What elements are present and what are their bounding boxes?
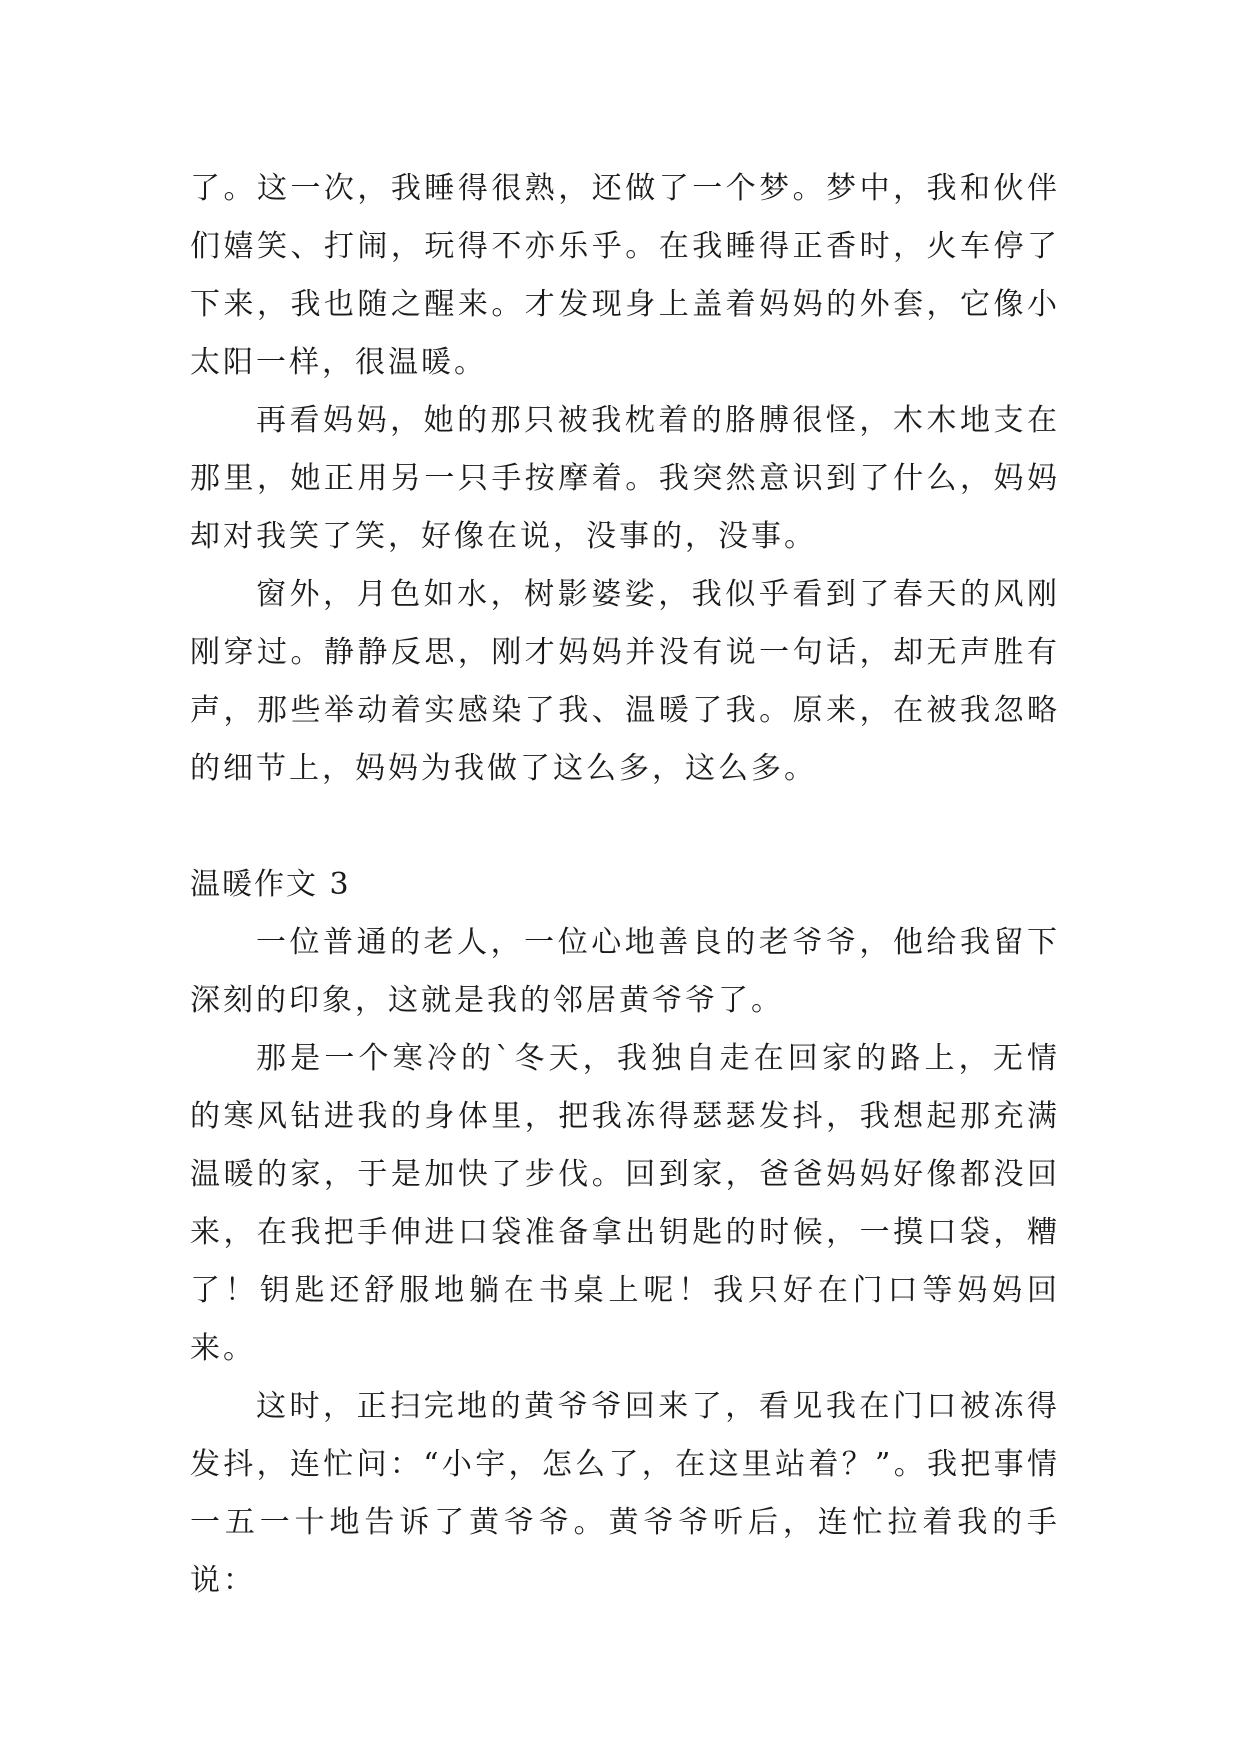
document-body xyxy=(190,160,1060,1610)
paragraph-window-moonlight: 窗外，月色如水，树影婆娑，我似乎看到了春天的风刚刚穿过。静静反思，刚才妈妈并没有说一句话，却无声胜有声，那些举动着实感染了我、温暖了我。原来，在被我忽略的细节上，妈妈为我做了这么多，这么多。 xyxy=(190,577,1060,786)
paragraph-cold-winter: 那是一个寒冷的`冬天，我独自走在回家的路上，无情的寒风钻进我的身体里，把我冻得瑟瑟发抖，我想起那充满温暖的家，于是加快了步伐。回到家，爸爸妈妈好像都没回来，在我把手伸进口袋准备拿出钥匙的时候，一摸口袋，糟了！钥匙还舒服地躺在书桌上呢！我只好在门口等妈妈回来。 xyxy=(190,1041,1060,1366)
section-title: 温暖作文 3 xyxy=(190,867,351,902)
paragraph-grandpa-returns: 这时，正扫完地的黄爷爷回来了，看见我在门口被冻得发抖，连忙问：“小宇，怎么了，在这里站着？”。我把事情一五一十地告诉了黄爷爷。黄爷爷听后，连忙拉着我的手说： xyxy=(190,1389,1060,1598)
paragraph-old-man-intro: 一位普通的老人，一位心地善良的老爷爷，他给我留下深刻的印象，这就是我的邻居黄爷爷了。 xyxy=(190,925,1060,1018)
paragraph-continuation: 了。这一次，我睡得很熟，还做了一个梦。梦中，我和伙伴们嬉笑、打闹，玩得不亦乐乎。在我睡得正香时，火车停了下来，我也随之醒来。才发现身上盖着妈妈的外套，它像小太阳一样，很温暖。 xyxy=(190,171,1060,380)
paragraph-mother-arm: 再看妈妈，她的那只被我枕着的胳膊很怪，木木地支在那里，她正用另一只手按摩着。我突然意识到了什么，妈妈却对我笑了笑，好像在说，没事的，没事。 xyxy=(190,403,1060,554)
